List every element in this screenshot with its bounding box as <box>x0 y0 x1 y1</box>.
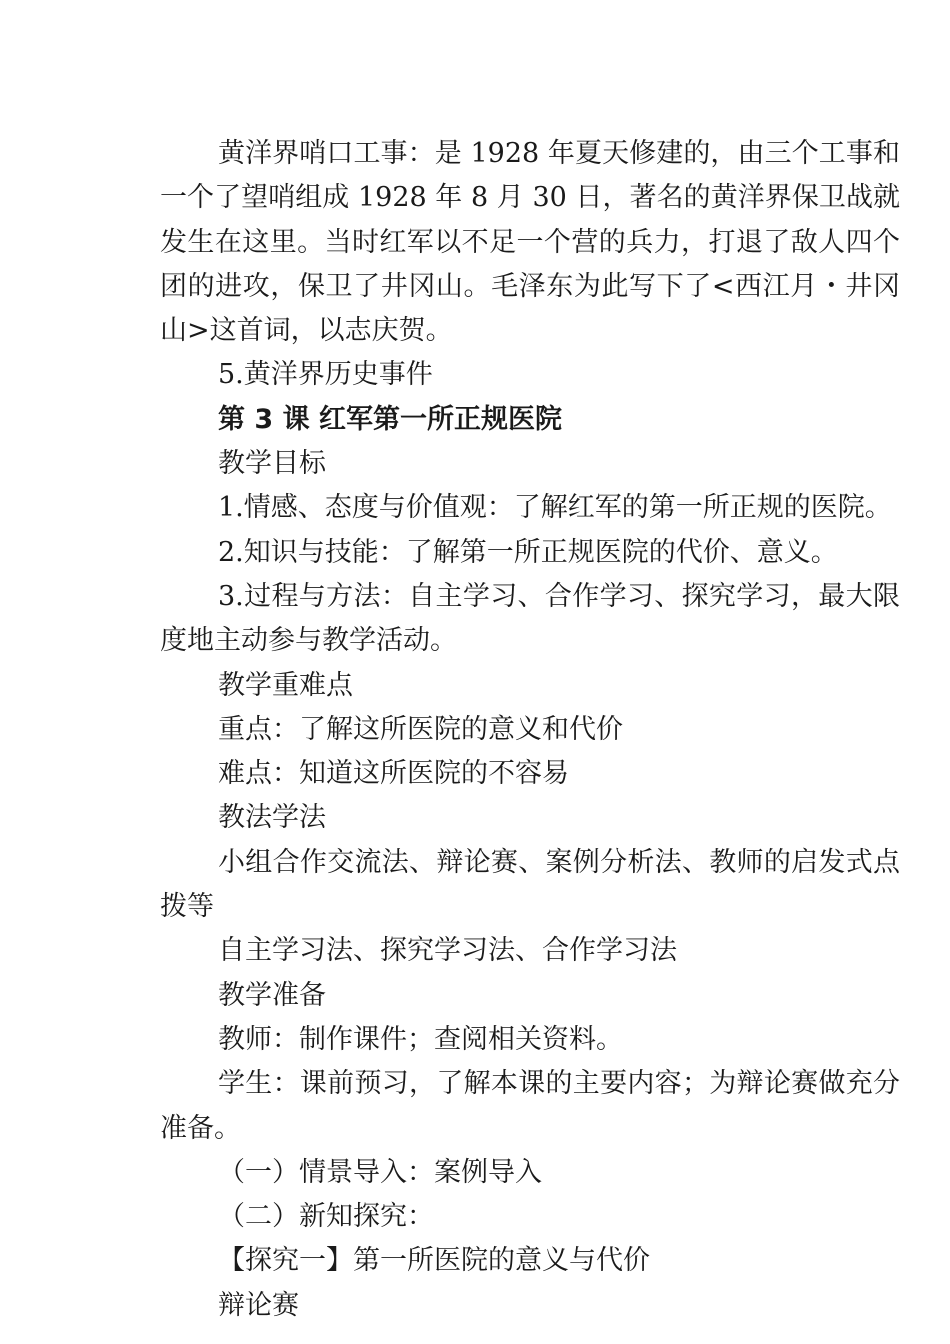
goal-item-1: 1.情感、态度与价值观：了解红军的第一所正规的医院。 <box>218 492 892 524</box>
document-page <box>160 132 900 1328</box>
section-heading-preparation: 教学准备 <box>218 979 326 1011</box>
section-heading-methods: 教法学法 <box>218 802 326 834</box>
debate-heading: 辩论赛 <box>218 1289 299 1321</box>
learning-methods: 自主学习法、探究学习法、合作学习法 <box>218 935 677 967</box>
exploration-1-heading: 【探究一】第一所医院的意义与代价 <box>218 1245 650 1277</box>
student-preparation: 学生：课前预习，了解本课的主要内容；为辩论赛做充分准备。 <box>160 1068 900 1144</box>
teaching-methods: 小组合作交流法、辩论赛、案例分析法、教师的启发式点拨等 <box>160 846 900 923</box>
goal-item-3: 3.过程与方法：自主学习、合作学习、探究学习，最大限度地主动参与教学活动。 <box>160 580 900 657</box>
lesson-title: 第 3 课 红军第一所正规医院 <box>218 403 562 435</box>
step-1-introduction: （一）情景导入：案例导入 <box>218 1156 542 1188</box>
difficult-point: 难点：知道这所医院的不容易 <box>218 758 569 790</box>
key-point: 重点：了解这所医院的意义和代价 <box>218 713 623 745</box>
paragraph-huangyangjie-fortification: 黄洋界哨口工事：是 1928 年夏天修建的，由三个工事和一个了望哨组成 1928 年 8 月 30 日，著名的黄洋界保卫战就发生在这里。当时红军以不足一个营的兵力，打退了敌人四个团的进攻，保卫了井冈山。毛泽东为此写下了<西江月・井冈山>这首词，以志庆贺。 <box>160 138 900 347</box>
step-2-exploration: （二）新知探究： <box>218 1201 434 1233</box>
goal-item-2: 2.知识与技能：了解第一所正规医院的代价、意义。 <box>218 536 838 568</box>
paragraph-historical-event-heading: 5.黄洋界历史事件 <box>218 359 433 391</box>
teacher-preparation: 教师：制作课件；查阅相关资料。 <box>218 1023 623 1055</box>
section-heading-teaching-goals: 教学目标 <box>218 448 326 480</box>
section-heading-key-difficult-points: 教学重难点 <box>218 669 353 701</box>
